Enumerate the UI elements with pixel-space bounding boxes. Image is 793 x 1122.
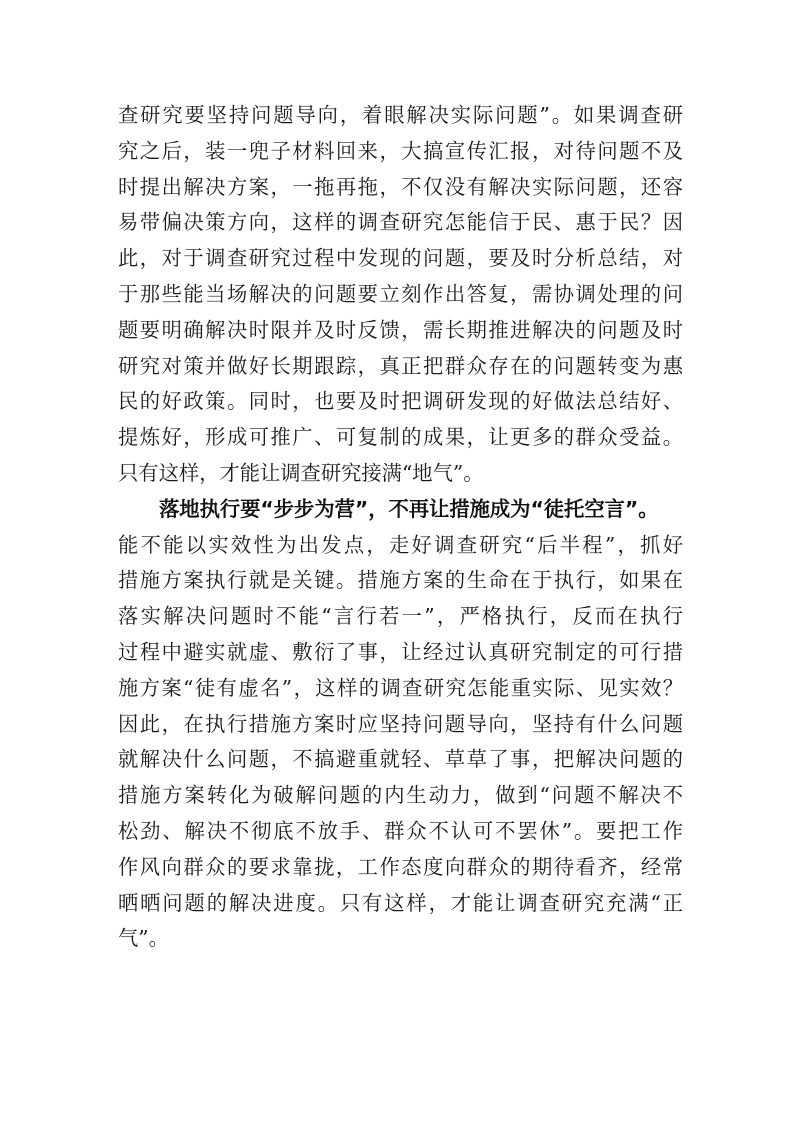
text-line: 民的好政策。同时，也要及时把调研发现的好做法总结好、 [118, 389, 683, 414]
text-line: 气”。 [118, 926, 169, 951]
text-line: 作风向群众的要求靠拢，工作态度向群众的期待看齐，经常 [118, 854, 683, 879]
text-line: 过程中避实就虚、敷衍了事，让经过认真研究制定的可行措 [118, 639, 683, 664]
paragraph-1 [118, 98, 683, 492]
text-line: 研究对策并做好长期跟踪，真正把群众存在的问题转变为惠 [118, 353, 683, 378]
text-line: 时提出解决方案，一拖再拖，不仅没有解决实际问题，还容 [118, 174, 683, 199]
text-line: 此，对于调查研究过程中发现的问题，要及时分析总结，对 [118, 246, 683, 271]
text-line: 措施方案执行就是关键。措施方案的生命在于执行，如果在 [118, 568, 683, 593]
text-line: 松劲、解决不彻底不放手、群众不认可不罢休”。要把工作 [118, 818, 683, 843]
text-line: 措施方案转化为破解问题的内生动力，做到“问题不解决不 [118, 783, 683, 808]
text-line: 就解决什么问题，不搞避重就轻、草草了事，把解决问题的 [118, 747, 683, 772]
text-line: 因此，在执行措施方案时应坚持问题导向，坚持有什么问题 [118, 711, 683, 736]
text-line: 提炼好，形成可推广、可复制的成果，让更多的群众受益。 [118, 425, 683, 450]
text-line: 于那些能当场解决的问题要立刻作出答复，需协调处理的问 [118, 281, 683, 306]
text-line: 究之后，装一兜子材料回来，大搞宣传汇报，对待问题不及 [118, 138, 683, 163]
text-line: 晒晒问题的解决进度。只有这样，才能让调查研究充满“正 [118, 890, 683, 915]
text-line: 题要明确解决时限并及时反馈，需长期推进解决的问题及时 [118, 317, 683, 342]
paragraph-2 [118, 492, 683, 957]
text-line: 易带偏决策方向，这样的调查研究怎能信于民、惠于民？因 [118, 210, 683, 235]
paragraph-heading: 落地执行要“步步为营”，不再让措施成为“徒托空言”。 [159, 496, 659, 521]
text-line: 能不能以实效性为出发点，走好调查研究“后半程”，抓好 [118, 532, 683, 557]
text-line: 落实解决问题时不能“言行若一”，严格执行，反而在执行 [118, 604, 683, 629]
text-line: 查研究要坚持问题导向，着眼解决实际问题”。如果调查研 [118, 103, 683, 127]
text-line: 施方案“徒有虚名”，这样的调查研究怎能重实际、见实效？ [118, 675, 683, 700]
body-text [118, 98, 683, 957]
text-line: 只有这样，才能让调查研究接满“地气”。 [118, 460, 484, 485]
